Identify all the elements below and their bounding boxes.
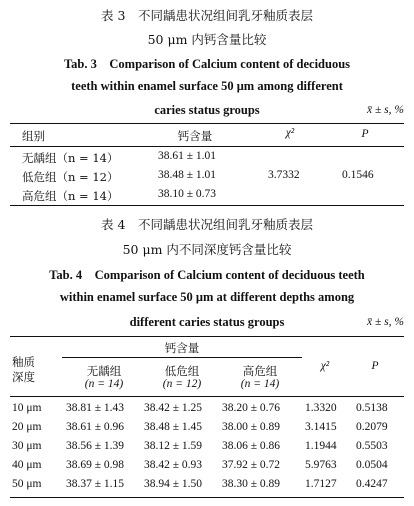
- table4-top-rule: [10, 336, 404, 337]
- table-cell: 38.69 ± 0.98: [66, 459, 125, 471]
- table-cell: 38.12 ± 1.59: [144, 440, 203, 452]
- table-cell: 38.81 ± 1.43: [66, 402, 125, 414]
- table-cell: 38.37 ± 1.15: [66, 478, 125, 490]
- table-cell: 0.0504: [356, 459, 388, 471]
- table4-stat-note: x̄ ± s, %: [367, 316, 404, 328]
- table-row: 20 μm: [12, 421, 42, 433]
- table3-title-en-2: teeth within enamel surface 50 μm among different: [71, 79, 343, 93]
- table-row: 30 μm: [12, 440, 42, 452]
- table4-title-en-1: Tab. 4 Comparison of Calcium content of deciduous teeth: [49, 268, 365, 282]
- table-cell: 38.20 ± 0.76: [222, 402, 281, 414]
- table3-top-rule: [10, 123, 404, 124]
- table3-header-group: 组别: [22, 129, 45, 143]
- table-cell: 0.5138: [356, 402, 388, 414]
- table-row: 高危组（n = 14）: [22, 189, 119, 203]
- table-cell: 5.9763: [305, 459, 337, 471]
- table-row: 10 μm: [12, 402, 42, 414]
- table4-header-rule: [10, 396, 404, 397]
- table4-header-calcium: 钙含量: [164, 341, 200, 355]
- table-cell: 38.30 ± 0.89: [222, 478, 281, 490]
- table-cell: 38.10 ± 0.73: [158, 188, 217, 200]
- table-cell: 0.2079: [356, 421, 388, 433]
- table-cell: 38.61 ± 1.01: [158, 150, 217, 162]
- table4-title-cn-1: 表 4 不同龋患状况组间乳牙釉质表层: [101, 217, 313, 232]
- table3-title-cn-2: 50 μm 内钙含量比较: [147, 32, 267, 47]
- table-row: 50 μm: [12, 478, 42, 490]
- table4-header-depth-1: 釉质: [12, 355, 35, 369]
- table-cell: 38.00 ± 0.89: [222, 421, 281, 433]
- table4-header-p: P: [371, 360, 379, 372]
- table4-title-en-2: within enamel surface 50 μm at different depths among: [59, 290, 355, 304]
- table4-header-group3-n: (n = 14): [240, 378, 280, 390]
- table4-header-group2-n: (n = 12): [162, 378, 202, 390]
- table3-chi2-value: 3.7332: [268, 169, 300, 181]
- table4-header-group2: 低危组: [164, 364, 200, 378]
- table4-title-cn-2: 50 μm 内不同深度钙含量比较: [122, 242, 292, 257]
- table-cell: 1.3320: [305, 402, 337, 414]
- table4-bottom-rule: [10, 497, 404, 498]
- table-cell: 0.4247: [356, 478, 388, 490]
- table-cell: 38.42 ± 1.25: [144, 402, 203, 414]
- table3-header-p: P: [361, 128, 369, 140]
- table-cell: 38.61 ± 0.96: [66, 421, 125, 433]
- table3-title-en-1: Tab. 3 Comparison of Calcium content of deciduous: [63, 57, 351, 71]
- table-cell: 1.7127: [305, 478, 337, 490]
- table4-header-group1-n: (n = 14): [84, 378, 124, 390]
- table-cell: 38.42 ± 0.93: [144, 459, 203, 471]
- table4-header-chi2: χ²: [320, 360, 330, 372]
- table-row: 无龋组（n = 14）: [22, 151, 119, 165]
- table3-bottom-rule: [10, 205, 404, 206]
- table3-stat-note: x̄ ± s, %: [367, 104, 404, 116]
- table4-header-group3: 高危组: [242, 364, 278, 378]
- table-row: 低危组（n = 12）: [22, 170, 119, 184]
- table-cell: 3.1415: [305, 421, 337, 433]
- table4-header-group1: 无龋组: [86, 364, 122, 378]
- table-cell: 37.92 ± 0.72: [222, 459, 281, 471]
- table-cell: 1.1944: [305, 440, 337, 452]
- table4-header-depth-2: 深度: [12, 370, 35, 384]
- table-cell: 38.48 ± 1.01: [158, 169, 217, 181]
- table-cell: 0.5503: [356, 440, 388, 452]
- table-cell: 38.48 ± 1.45: [144, 421, 203, 433]
- table3-title-en-3: caries status groups: [154, 103, 260, 117]
- table3-header-calcium: 钙含量: [177, 129, 213, 143]
- table3-header-chi2: χ²: [285, 127, 295, 139]
- table3-title-cn-1: 表 3 不同龋患状况组间乳牙釉质表层: [101, 8, 313, 23]
- table-cell: 38.94 ± 1.50: [144, 478, 203, 490]
- table3-header-rule: [10, 146, 404, 147]
- table3-p-value: 0.1546: [342, 169, 374, 181]
- table-row: 40 μm: [12, 459, 42, 471]
- table4-calcium-subrule: [62, 357, 302, 358]
- table-cell: 38.56 ± 1.39: [66, 440, 125, 452]
- table-cell: 38.06 ± 0.86: [222, 440, 281, 452]
- table4-title-en-3: different caries status groups: [129, 315, 285, 329]
